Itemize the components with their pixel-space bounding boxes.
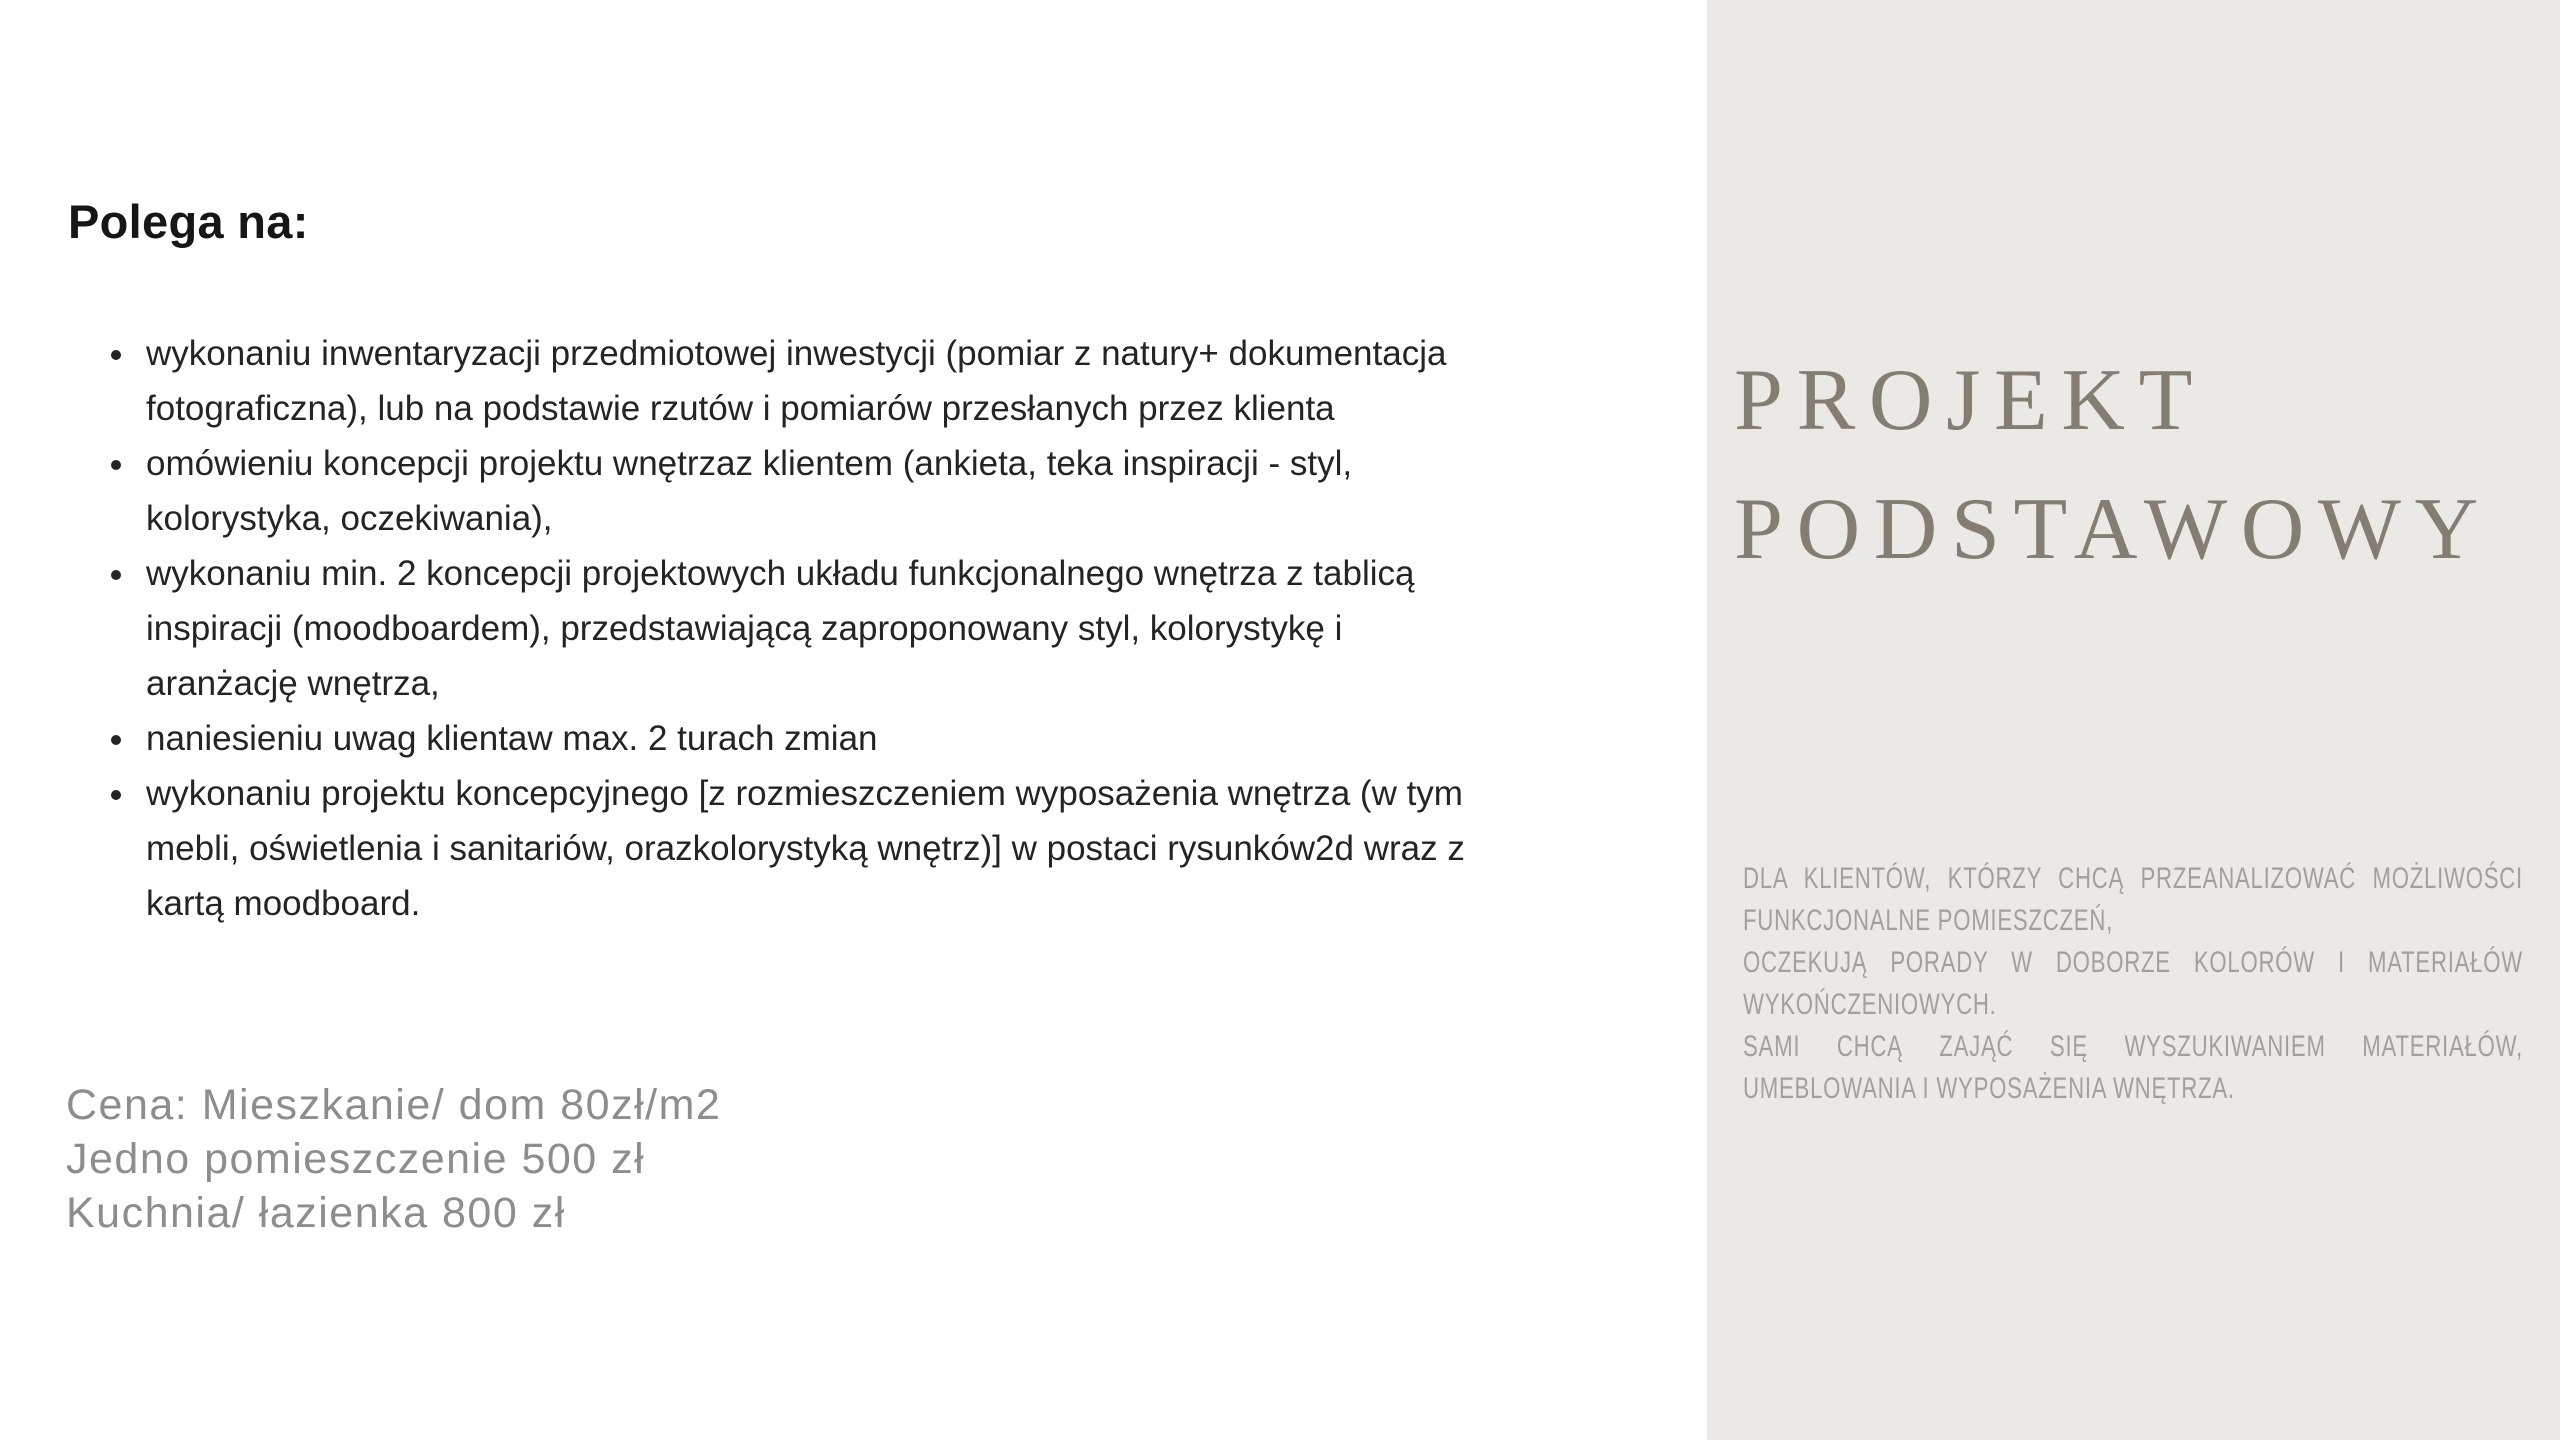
list-item: • wykonaniu min. 2 koncepcji projektowych układu funkcjonalnego wnętrza z tablicą inspiracji (moodboardem), przedstawiającą zaproponowany styl, kolorystykę i aranżację wnętrza, bbox=[138, 546, 1478, 711]
panel-title bbox=[1734, 336, 2492, 594]
description-line: OCZEKUJĄ PORADY W DOBORZE KOLORÓW I MATERIAŁÓW bbox=[1743, 946, 2523, 979]
description-line: DLA KLIENTÓW, KTÓRZY CHCĄ PRZEANALIZOWAĆ MOŻLIWOŚCI bbox=[1743, 862, 2523, 895]
list-item: • wykonaniu inwentaryzacji przedmiotowej inwestycji (pomiar z natury+ dokumentacja fotograficzna), lub na podstawie rzutów i pomiarów przesłanych przez klienta bbox=[138, 326, 1478, 436]
panel-description bbox=[1743, 858, 2523, 1110]
description-line: UMEBLOWANIA I WYPOSAŻENIA WNĘTRZA. bbox=[1743, 1072, 2235, 1105]
list-item: • wykonaniu projektu koncepcyjnego [z rozmieszczeniem wyposażenia wnętrza (w tym mebli, oświetlenia i sanitariów, orazkolorystyką wnętrz)] w postaci rysunków2d wraz z kartą moodboard. bbox=[138, 766, 1478, 931]
price-line: Jedno pomieszczenie 500 zł bbox=[66, 1135, 646, 1183]
price-line: Cena: Mieszkanie/ dom 80zł/m2 bbox=[66, 1081, 722, 1129]
description-line: WYKOŃCZENIOWYCH. bbox=[1743, 988, 1997, 1021]
service-bullet-list bbox=[66, 326, 1478, 931]
description-line: FUNKCJONALNE POMIESZCZEŃ, bbox=[1743, 904, 2114, 937]
list-item: • omówieniu koncepcji projektu wnętrzaz klientem (ankieta, teka inspiracji - styl, kolorystyka, oczekiwania), bbox=[138, 436, 1478, 546]
price-line: Kuchnia/ łazienka 800 zł bbox=[66, 1189, 566, 1237]
panel-title-line: PODSTAWOWY bbox=[1734, 481, 2492, 578]
list-item: • naniesieniu uwag klientaw max. 2 turach zmian bbox=[138, 711, 1478, 766]
project-type-panel bbox=[1707, 0, 2560, 1440]
description-line: SAMI CHCĄ ZAJĄĆ SIĘ WYSZUKIWANIEM MATERIAŁÓW, bbox=[1743, 1030, 2523, 1063]
panel-title-line: PROJEKT bbox=[1734, 352, 2206, 449]
price-block bbox=[66, 1078, 721, 1240]
section-heading: Polega na: bbox=[68, 195, 309, 248]
